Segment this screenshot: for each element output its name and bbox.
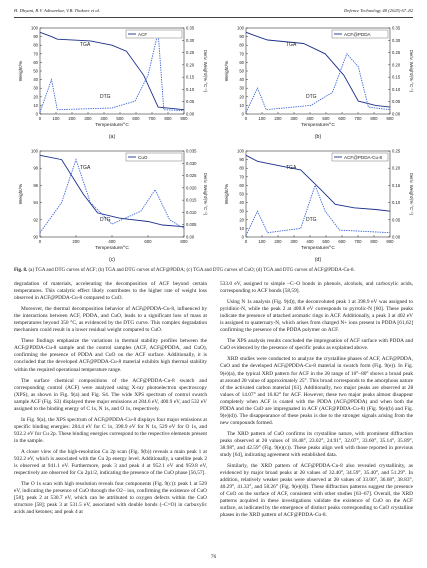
x-tick-label: 400 xyxy=(306,239,314,244)
y-tick-label-left: 40 xyxy=(239,200,244,206)
panel-label: (b) xyxy=(314,134,322,140)
x-tick-label: 0 xyxy=(38,239,42,244)
tga-curve xyxy=(246,155,390,211)
x-tick-label: 0 xyxy=(244,116,248,121)
legend-label: CuO xyxy=(138,154,148,160)
y-tick-label-right: 0.10 xyxy=(392,200,401,206)
x-tick-label: 600 xyxy=(144,239,152,244)
y-tick-label-right: 0.05 xyxy=(186,99,195,105)
x-tick-label: 500 xyxy=(322,116,330,121)
plot-frame xyxy=(40,28,184,114)
y-tick-label-left: 20 xyxy=(239,94,244,100)
y-tick-label-right: 0.025 xyxy=(186,173,197,179)
y-tick-label-left: 50 xyxy=(239,68,244,74)
y-tick-label-left: 90 xyxy=(33,34,38,40)
right-column xyxy=(220,281,413,523)
dtg-label: DTG xyxy=(100,94,111,100)
x-tick-label: 600 xyxy=(338,239,346,244)
x-tick-label: 600 xyxy=(338,116,346,121)
y-tick-label-left: 30 xyxy=(33,85,38,91)
x-tick-label: 700 xyxy=(148,116,156,121)
header-authors: H. Dhyani, R.V. Adivarekar, V.B. Thakore et al. xyxy=(14,8,101,13)
header-rule xyxy=(14,17,413,18)
x-tick-label: 800 xyxy=(164,116,172,121)
panel-label: (d) xyxy=(314,257,322,263)
y-tick-label-left: 60 xyxy=(239,59,244,65)
x-tick-label: 400 xyxy=(108,239,116,244)
plot-frame xyxy=(40,151,184,237)
y-tick-label-right: 0.00 xyxy=(392,111,401,117)
figure-panel-a xyxy=(16,22,206,140)
y-tick-label-left: 60 xyxy=(239,182,244,188)
y-tick-label-right: 0.20 xyxy=(392,62,401,68)
x-tick-label: 900 xyxy=(386,239,394,244)
y-tick-label-left: 0 xyxy=(35,111,38,117)
paragraph: Similarly, the XRD pattern of ACF@PDDA-Cu-8 also revealed crystallinity, as evidenced by major broad peaks at 2θ values of 32.40°, 34.59°, 35.40°, and 51.29°. In addition, relatively weaker peaks were observed at 2θ values of 33.06°, 36.68°, 38.83°, 40.29°, 41.33°, and 58.26° (Fig. 9(e)(d)). These diffraction patterns suggest the presence of CuO on the surface of ACF, consistent with other studies [63–67]. Overall, the XRD patterns acquired in these investigations validate the existence of CuO on the ACF surface, as indicated by the emergence of distinct peaks corresponding to CuO crystalline phases in the XRD pattern of ACF@PDDA-Cu-8. xyxy=(220,463,413,519)
y-tick-label-left: 100 xyxy=(237,25,244,31)
y-tick-label-right: 0.25 xyxy=(392,148,401,154)
y-tick-label-left: 0 xyxy=(241,234,244,240)
tga-dtg-plot xyxy=(16,22,206,140)
tga-curve xyxy=(246,32,390,107)
page-number: 76 xyxy=(210,554,217,560)
y-axis-label-left: Weight/% xyxy=(225,60,230,82)
paragraph: In Fig. 9(a), the XPS spectrum of ACF@PDDA-Cu-8 displays four major emissions at specific binding energies: 284.4 eV for C 1s, 398.9 eV for N 1s, 529 eV for O 1s, and 932.2 eV for Cu 2p. These binding energies correspond to the respective elements present in the sample. xyxy=(14,416,207,444)
y-tick-label-left: 50 xyxy=(239,191,244,197)
paragraph: 533.0 eV, assigned to simple –C–O bonds in phenols, alcohols, and carboxylic acids, corresponding to ACF bonds [58,59]. xyxy=(220,281,413,295)
y-tick-label-left: 40 xyxy=(33,77,38,83)
y-tick-label-right: 0.20 xyxy=(186,62,195,68)
x-tick-label: 800 xyxy=(370,116,378,121)
x-axis-label: Temperature/°C xyxy=(95,123,129,128)
x-tick-label: 300 xyxy=(84,116,92,121)
y-axis-label-right: Deriv. Weight/(%·°C⁻¹) xyxy=(203,172,208,216)
y-tick-label-left: 70 xyxy=(239,174,244,180)
y-tick-label-left: 30 xyxy=(239,85,244,91)
y-tick-label-right: 0.015 xyxy=(186,197,197,203)
figure-panel-c xyxy=(16,145,206,263)
figure-panel-b xyxy=(222,22,412,140)
x-tick-label: 0 xyxy=(244,239,248,244)
x-tick-label: 200 xyxy=(274,116,282,121)
y-tick-label-left: 50 xyxy=(33,68,38,74)
y-tick-label-right: 0.035 xyxy=(186,148,197,154)
plot-frame xyxy=(246,28,390,114)
y-axis-label-right: Deriv. Weight/(%·°C⁻¹) xyxy=(203,49,208,93)
x-tick-label: 200 xyxy=(274,239,282,244)
paragraph: The XRD pattern of CuO confirms its crystalline nature, with prominent diffraction peaks observed at 2θ values of 18.48°, 23.02°, 24.91°, 32.07°, 33.60°, 35.14°, 35.89°, 38.98°, and 42.59° (Fig. 9(e)(c)). These peaks align well with those reported in previous study [64], indicating agreement with established data. xyxy=(220,430,413,459)
x-tick-label: 200 xyxy=(72,239,80,244)
figure-caption xyxy=(14,268,413,274)
paragraph: degradation of materials, accelerating the decomposition of ACF beyond certain temperatures. This catalytic effect likely contributes to the higher rate of weight loss observed in ACF@PDDA-Cu-8 compared to CuO. xyxy=(14,281,207,302)
y-tick-label-left: 100 xyxy=(237,148,244,154)
paragraph: The O 1s scan with high resolution reveals four components (Fig. 9(c)): peak 1 at 529 eV, indicating the presence of CuO through the O2− ion, confirming the existence of CuO [58]; peak 2 at 530.7 eV, which can be attributed to oxygen defects within the CuO structure [58]; peak 3 at 531.5 eV, associated with double bonds (–C=O) in carboxylic acids and ketones; and peak 4 at xyxy=(14,481,207,516)
x-tick-label: 800 xyxy=(370,239,378,244)
y-tick-label-left: 40 xyxy=(239,77,244,83)
y-tick-label-left: 20 xyxy=(33,94,38,100)
tga-curve xyxy=(40,155,184,226)
x-tick-label: 300 xyxy=(290,239,298,244)
paragraph: XRD studies were conducted to analyze the crystalline phases of ACF, ACF@PDDA, CuO and the developed ACF@PDDA-Cu-8 material in swatch form (Fig. 9(e)). In Fig. 9(e)(a), the typical XRD pattern for ACF in the 2θ range of 10°–80° shows a broad peak at around 2θ value of approximately 25°. This broad corresponds to the amorphous nature of the activated carbon material [63]. Additionally, two major peaks are observed at 2θ values of 14.07° and 16.82° for ACF. However, these two major peaks almost disappear completely when ACF is coated with the PDDA (ACF@PDDA) and when both the PDDA and the CuO are impregnated in ACF (ACF@PDDA-Cu-8) (Fig. 9(e)(b) and Fig. 9(e)(d)). The disappearance of these peaks is due to the stronger signals arising from the new compounds formed. xyxy=(220,356,413,426)
y-tick-label-left: 90 xyxy=(33,234,38,240)
paragraph: The XPS analysis results concluded the impregnation of ACF surface with PDDA and CuO evidenced by the presence of specific peaks as explained above. xyxy=(220,338,413,352)
y-tick-label-right: 0.15 xyxy=(392,74,401,80)
dtg-label: DTG xyxy=(306,217,317,223)
y-tick-label-left: 70 xyxy=(239,51,244,57)
y-tick-label-right: 0.05 xyxy=(392,99,401,105)
y-axis-label-left: Weight/% xyxy=(19,60,24,82)
tga-label: TGA xyxy=(286,42,297,48)
paragraph: Moreover, the thermal decomposition behavior of ACF@PDDA-Cu-8, influenced by the interactions between ACF, PDDA, and CuO, leads to a significant loss of mass at temperatures beyond 350 °C, as evidenced by the DTG curve. This complex degradation mechanism could result in a lower residual weight compared to CuO. xyxy=(14,306,207,334)
y-tick-label-left: 10 xyxy=(239,225,244,231)
x-tick-label: 400 xyxy=(306,116,314,121)
paragraph: These findings emphasize the variations in thermal stability profiles between the ACF@PDDA-Cu-8 sample and the control samples (ACF, ACF@PDDA, and CuO), confirming the presence of PDDA and CuO on the ACF surface. Additionally, it is concluded that the developed ACF@PDDA-Cu-8 material exhibits high thermal stability within the required operational temperature range. xyxy=(14,338,207,373)
tga-dtg-plot xyxy=(16,145,206,263)
x-tick-label: 200 xyxy=(68,116,76,121)
y-tick-label-left: 70 xyxy=(33,51,38,57)
y-tick-label-left: 94 xyxy=(33,200,38,206)
x-tick-label: 300 xyxy=(290,116,298,121)
y-tick-label-right: 0.010 xyxy=(186,209,197,215)
y-tick-label-left: 80 xyxy=(239,42,244,48)
legend-label: ACF@PDDA-Cu-8 xyxy=(344,154,383,160)
y-axis-label-right: Deriv. Weight/(%·°C⁻¹) xyxy=(409,172,414,216)
x-tick-label: 700 xyxy=(354,239,362,244)
y-tick-label-right: 0.35 xyxy=(186,25,195,31)
y-tick-label-left: 96 xyxy=(33,182,38,188)
legend-label: ACF xyxy=(138,31,148,37)
y-axis-label-left: Weight/% xyxy=(225,183,230,205)
y-tick-label-left: 60 xyxy=(33,59,38,65)
header-journal: Defence Technology 48 (2025) 67–82 xyxy=(344,8,413,13)
x-tick-label: 900 xyxy=(386,116,394,121)
y-tick-label-left: 100 xyxy=(31,25,38,31)
x-axis-label: Temperature/°C xyxy=(301,246,335,251)
tga-dtg-plot xyxy=(222,145,412,263)
dtg-curve xyxy=(246,185,390,235)
figure-panel-d xyxy=(222,145,412,263)
dtg-curve xyxy=(40,32,184,112)
caption-label: Fig. 8. xyxy=(14,268,28,273)
x-tick-label: 100 xyxy=(52,116,60,121)
y-tick-label-right: 0.020 xyxy=(186,185,197,191)
y-tick-label-right: 0.15 xyxy=(186,74,195,80)
tga-label: TGA xyxy=(80,42,91,48)
y-tick-label-right: 0.25 xyxy=(392,50,401,56)
x-axis-label: Temperature/°C xyxy=(301,123,335,128)
y-tick-label-right: 0.30 xyxy=(186,37,195,43)
dtg-curve xyxy=(40,160,184,233)
y-tick-label-right: 0.25 xyxy=(186,50,195,56)
paragraph: The surface chemical compositions of the ACF@PDDA-Cu-8 swatch and corresponding control (ACF) were analyzed using X-ray photoelectron spectroscopy (XPS), as shown in Fig. 9(a) and Fig. S4. The wide XPS spectrum of control swatch sample ACF (Fig. S3) displayed three major emissions at 284.6 eV, 400.9 eV, and 532 eV assigned to the binding energy of C 1s, N 1s, and O 1s, respectively. xyxy=(14,377,207,412)
y-tick-label-left: 80 xyxy=(239,165,244,171)
y-tick-label-right: 0.05 xyxy=(392,217,401,223)
legend-label: ACF@PDDA xyxy=(344,31,371,37)
y-tick-label-right: 0.15 xyxy=(392,182,401,188)
left-column xyxy=(14,281,207,520)
x-tick-label: 700 xyxy=(354,116,362,121)
x-tick-label: 600 xyxy=(132,116,140,121)
x-tick-label: 500 xyxy=(322,239,330,244)
x-tick-label: 400 xyxy=(100,116,108,121)
y-tick-label-left: 100 xyxy=(31,148,38,154)
y-tick-label-right: 0.00 xyxy=(186,111,195,117)
dtg-label: DTG xyxy=(100,217,111,223)
y-tick-label-left: 98 xyxy=(33,165,38,171)
y-tick-label-left: 90 xyxy=(239,157,244,163)
paragraph: A closer view of the high-resolution Cu 2p scan (Fig. 9(b)) reveals a main peak 1 at 932.2 eV, which is associated with the Cu 2p energy level. Additionally, a satellite peak 2 is observed at 941.1 eV. Furthermore, peak 3 and peak 4 at 952.1 eV and 959.8 eV, respectively are observed for Cu 2p1/2, indicating the presence of the CuO phase [56,57]. xyxy=(14,448,207,477)
y-tick-label-right: 0.35 xyxy=(392,25,401,31)
x-tick-label: 100 xyxy=(258,116,266,121)
y-tick-label-left: 10 xyxy=(239,102,244,108)
tga-label: TGA xyxy=(286,165,297,171)
y-tick-label-right: 0.00 xyxy=(186,234,195,240)
y-tick-label-left: 0 xyxy=(241,111,244,117)
tga-dtg-plot xyxy=(222,22,412,140)
y-tick-label-right: 0.005 xyxy=(186,222,197,228)
y-tick-label-left: 92 xyxy=(33,217,38,223)
tga-curve xyxy=(40,32,184,109)
y-tick-label-right: 0.10 xyxy=(186,86,195,92)
dtg-label: DTG xyxy=(306,94,317,100)
y-axis-label-left: Weight/% xyxy=(19,183,24,205)
y-tick-label-left: 30 xyxy=(239,208,244,214)
y-tick-label-right: 0.20 xyxy=(392,165,401,171)
x-tick-label: 500 xyxy=(116,116,124,121)
y-tick-label-right: 0.030 xyxy=(186,160,197,166)
x-axis-label: Temperature/°C xyxy=(95,246,129,251)
caption-text: (a) TGA and DTG curves of ACF; (b) TGA and DTG curves of ACF@PDDA; (c) TGA and DTG curves of CuO; (d) TGA and DTG curves of ACF@PDDA-Cu-8. xyxy=(28,268,355,273)
y-tick-label-left: 20 xyxy=(239,217,244,223)
page-header xyxy=(14,8,413,20)
y-tick-label-right: 0.10 xyxy=(392,86,401,92)
tga-label: TGA xyxy=(80,165,91,171)
x-tick-label: 0 xyxy=(38,116,42,121)
paragraph: Using N 1s analysis (Fig. 9(d)), the deconvoluted peak 1 at 398.9 eV was assigned to pyridinic-N, while the peak 2 at 400.8 eV corresponds to pyrrolic-N [60]. These peaks indicate the presence of attached aromatic rings in ACF. Additionally, a peak 3 at 402 eV is assigned to quaternary-N, which arises from charged N+ ions present in PDDA [61,62] confirming the presence of the PDDA polymer on ACF. xyxy=(220,299,413,334)
y-axis-label-right: Deriv. Weight/(%·°C⁻¹) xyxy=(409,49,414,93)
y-tick-label-left: 80 xyxy=(33,42,38,48)
x-tick-label: 900 xyxy=(180,116,188,121)
x-tick-label: 100 xyxy=(258,239,266,244)
panel-label: (c) xyxy=(108,257,116,263)
y-tick-label-right: 0.00 xyxy=(392,234,401,240)
y-tick-label-left: 90 xyxy=(239,34,244,40)
y-tick-label-right: 0.30 xyxy=(392,37,401,43)
plot-frame xyxy=(246,151,390,237)
x-tick-label: 800 xyxy=(180,239,188,244)
y-tick-label-left: 10 xyxy=(33,102,38,108)
panel-label: (a) xyxy=(108,134,116,140)
